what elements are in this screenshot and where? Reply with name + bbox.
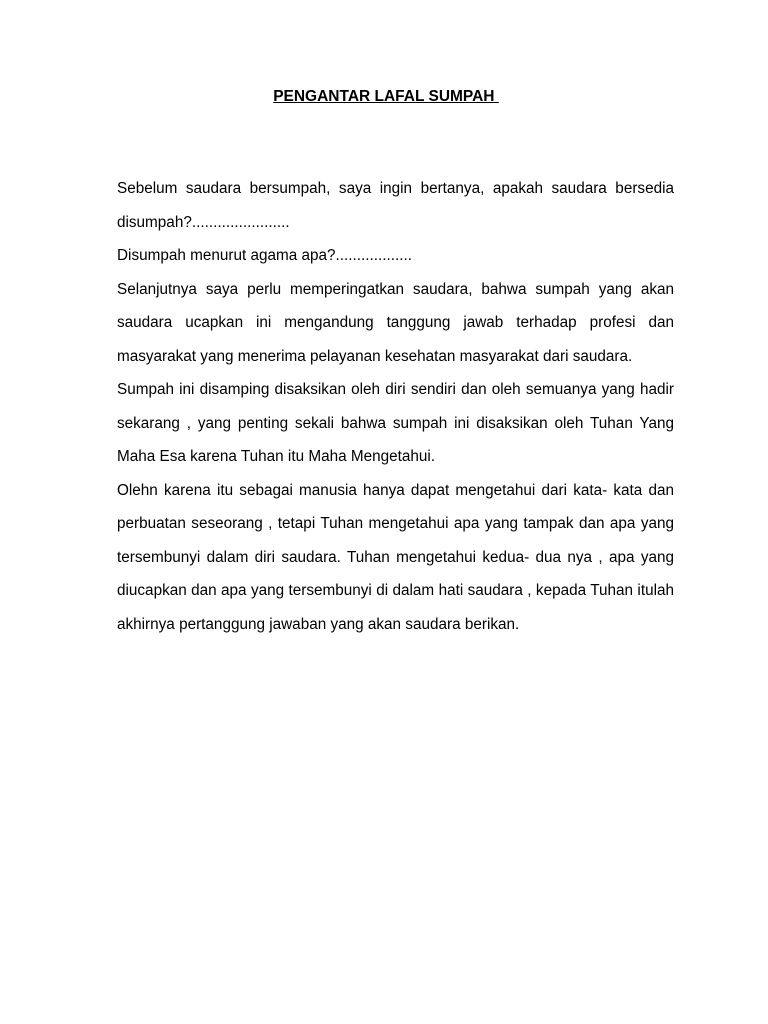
- paragraph-willingness-question: Sebelum saudara bersumpah, saya ingin bertanya, apakah saudara bersedia disumpah?.......................: [117, 180, 674, 231]
- document-title: PENGANTAR LAFAL SUMPAH: [273, 88, 499, 105]
- document-body: [117, 172, 674, 641]
- paragraph-accountability-statement: Olehn karena itu sebagai manusia hanya dapat mengetahui dari kata- kata dan perbuatan seseorang , tetapi Tuhan mengetahui apa yang tampak dan apa yang tersembunyi dalam diri saudara. Tuhan mengetahui kedua- dua nya , apa yang diucapkan dan apa yang tersembunyi di dalam hati saudara , kepada Tuhan itulah akhirnya pertanggung jawaban yang akan saudara berikan.: [117, 481, 674, 633]
- paragraph-religion-question: Disumpah menurut agama apa?..................: [117, 247, 413, 264]
- paragraph-witness-statement: Sumpah ini disamping disaksikan oleh diri sendiri dan oleh semuanya yang hadir sekarang , yang penting sekali bahwa sumpah ini disaksikan oleh Tuhan Yang Maha Esa karena Tuhan itu Maha Mengetahui.: [117, 381, 674, 465]
- paragraph-responsibility-reminder: Selanjutnya saya perlu memperingatkan saudara, bahwa sumpah yang akan saudara ucapkan ini mengandung tanggung jawab terhadap profesi dan masyarakat yang menerima pelayanan kesehatan masyarakat dari saudara.: [117, 280, 674, 365]
